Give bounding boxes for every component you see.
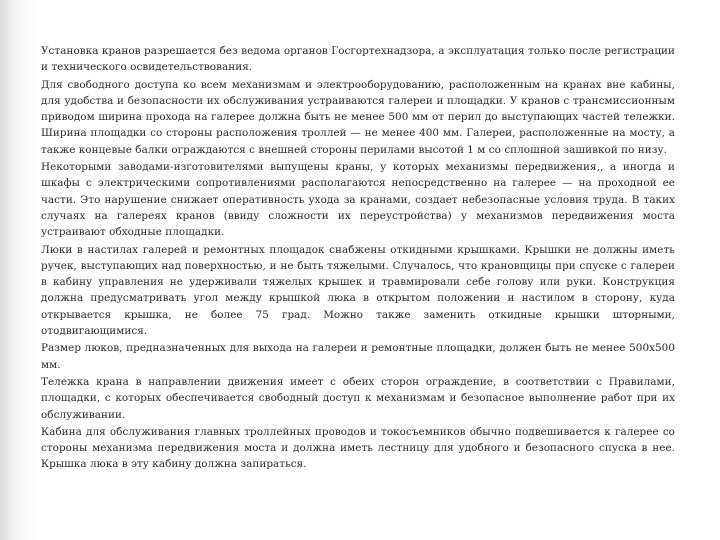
paragraph-hatch-covers: Люки в настилах галерей и ремонтных площадок снабжены откидными крышками. Крышки не должны иметь ручек, выступающих над поверхностью, и не быть тяжелыми. Случалось, что крановщицы при спуске с галереи в кабину управления не удерживали тяжелых крышек и травмировали себе голову или руки. Конструкция должна предусматривать угол между крышкой люка в открытом положении и настилом в сторону, куда открывается крышка, не более 75 град. Можно также заменить откидные крышки шторными, отодвигающимися.	[41, 243, 675, 338]
paragraph-galleries-platforms: Для свободного доступа ко всем механизмам и электрооборудованию, расположенным на кранах вне кабины, для удобства и безопасности их обслуживания устраиваются галереи и площадки. У кранов с трансмиссионным приводом ширина прохода на галерее должна быть не менее 500 мм от перил до выступающих частей тележки. Ширина площадки со стороны расположения троллей — не менее 400 мм. Галереи, расположенные на мосту, а также концевые балки ограждаются с внешней стороны перилами высотой 1 м со сплошной зашивкой по низу.	[41, 78, 675, 156]
slide-text-body	[41, 43, 675, 473]
paragraph-bypass-platforms: Некоторыми заводами-изготовителями выпущены краны, у которых механизмы передвижения,, а иногда и шкафы с электрическими сопротивлениями располагаются непосредственно на галерее — на проходной ее части. Это нарушение снижает оперативность ухода за кранами, создает небезопасные условия труда. В таких случаях на галереях кранов (ввиду сложности их переустройства) у механизмов передвижения моста устраивают обходные площадки.	[41, 161, 675, 239]
paragraph-crane-installation: Установка кранов разрешается без ведома органов Госгортехнадзора, а эксплуатация только после регистрации и технического освидетельствования.	[41, 45, 675, 74]
paragraph-hatch-size: Размер люков, предназначенных для выхода на галереи и ремонтные площадки, должен быть не менее 500х500 мм.	[41, 342, 675, 371]
paragraph-trolley-fencing: Тележка крана в направлении движения имеет с обеих сторон ограждение, в соответствии с Правилами, площадки, с которых обеспечивается свободный доступ к механизмам и безопасное выполнение работ при их обслуживании.	[41, 375, 675, 421]
paragraph-trolley-wire-cabin: Кабина для обслуживания главных троллейных проводов и токосъемников обычно подвешивается к галерее со стороны механизма передвижения моста и должна иметь лестницу для удобного и безопасного спуска в нее. Крышка люка в эту кабину должна запираться.	[41, 425, 675, 471]
slide-side-decoration	[0, 0, 14, 540]
